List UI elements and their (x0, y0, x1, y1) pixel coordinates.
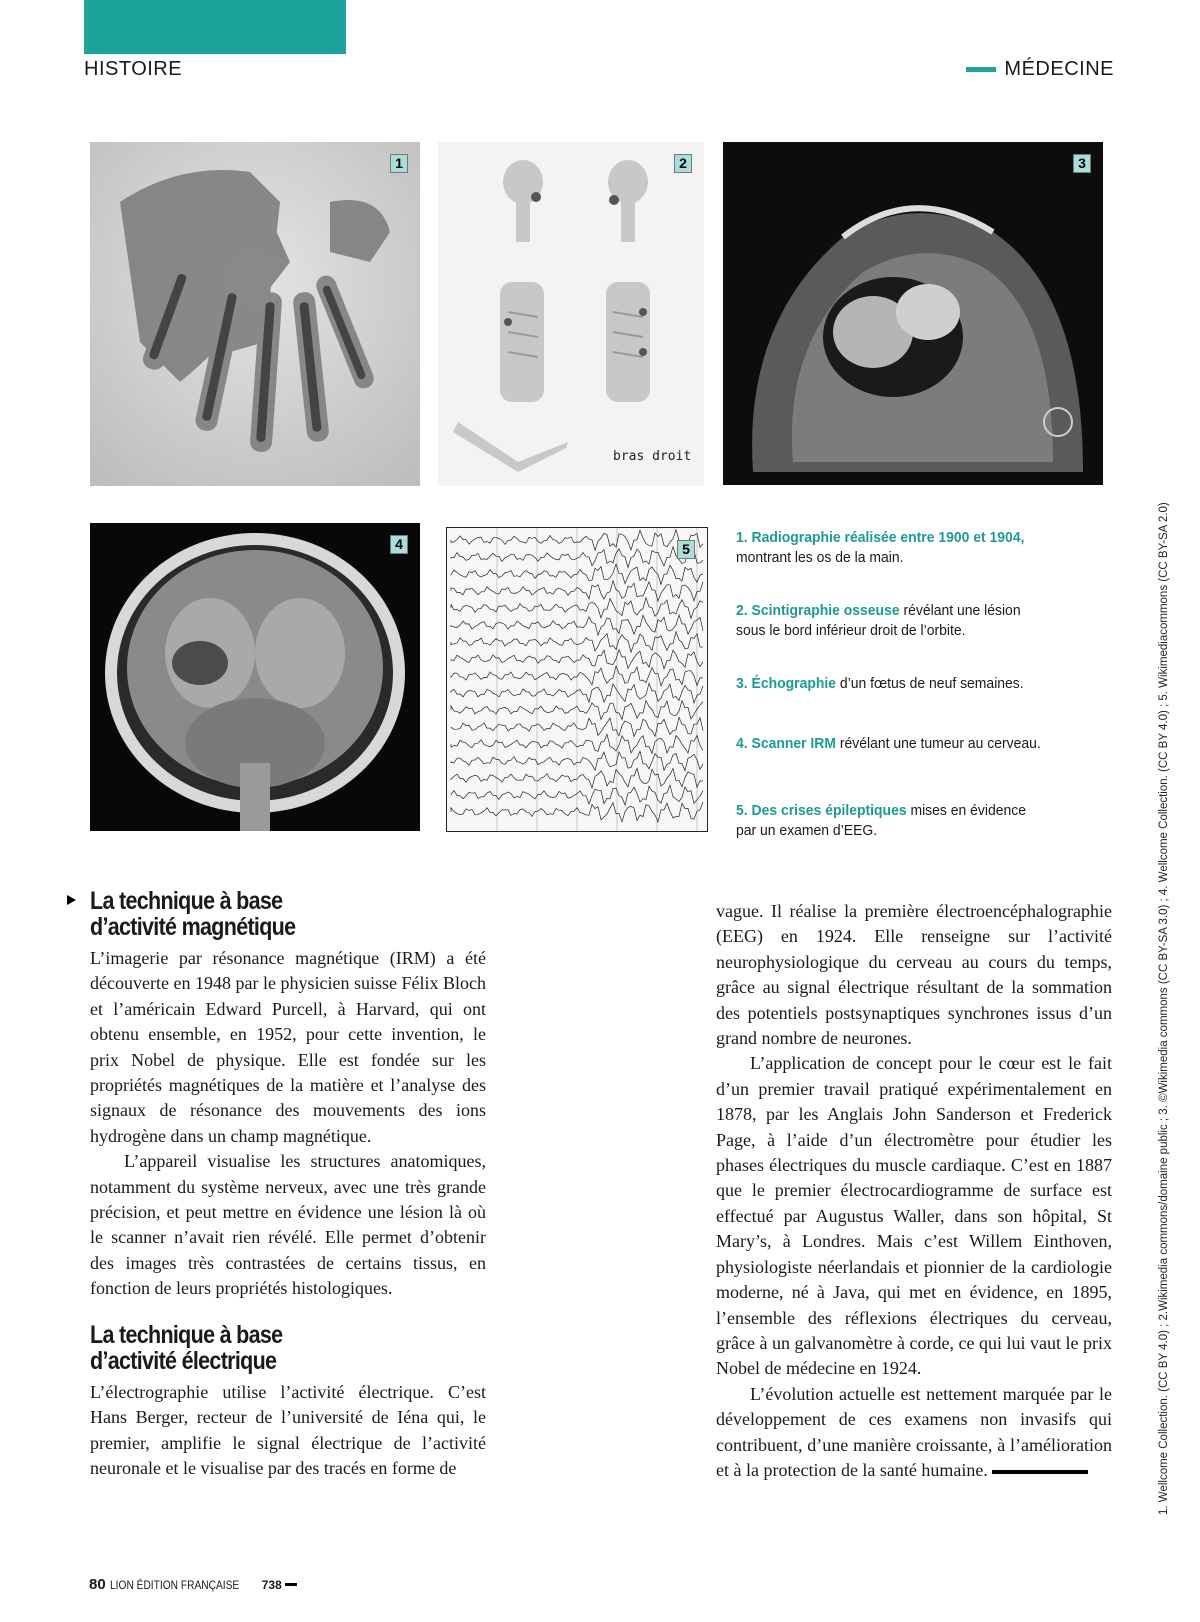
paragraph: L’application de concept pour le cœur est le fait d’un premier travail pratiqué expérimentalement en 1878, par les Anglais John Sanderson et Frederick Page, à l’aide d’un électromètre pour étudier les phases électriques du muscle cardiaque. C’est en 1887 que le premier électrocardiogramme de surface est effectué par Augustus Waller, dans son hôpital, St Mary’s, à Londres. Mais c’est Willem Einthoven, physiologiste néerlandais et pionnier de la cardiologie moderne, né à Java, qui met en évidence, en 1895, l’ensemble des réflexions électriques du cerveau, grâce à un galvanomètre à corde, ce qui lui vaut le prix Nobel de médecine en 1924. (716, 1053, 1112, 1379)
hand-xray-image (90, 142, 420, 486)
caption-1: 1. Radiographie réalisée entre 1900 et 1904, montrant les os de la main. (736, 529, 1025, 566)
caption-4: 4. Scanner IRM révélant une tumeur au cerveau. (736, 735, 1041, 752)
caption-3: 3. Échographie d’un fœtus de neuf semaines. (736, 675, 1024, 692)
page-number: 80 (89, 1576, 106, 1593)
caption-2: 2. Scintigraphie osseuse révélant une lésion sous le bord inférieur droit de l’orbite. (736, 602, 1021, 639)
image-number-badge: 3 (1073, 154, 1091, 173)
category-dash (966, 67, 996, 72)
paragraph: L’imagerie par résonance magnétique (IRM) a été découverte en 1948 par le physicien suisse Félix Bloch et l’américain Edward Purcell, à Harvard, qui ont obtenu ensemble, en 1952, pour cette invention, le prix Nobel de physique. Elle est fondée sur les propriétés magnétiques de la matière et l’analyse des signaux de résonance des mouvements des ions hydrogène dans un champ magnétique. (90, 948, 486, 1146)
image-number-badge: 1 (390, 154, 408, 173)
ultrasound-image (723, 142, 1103, 485)
heading-electric: La technique à base d’activité électrique (90, 1320, 283, 1375)
bone-scintigraphy-image (438, 142, 704, 486)
image-captions (736, 528, 1052, 841)
paragraph: L’électrographie utilise l’activité électrique. C’est Hans Berger, recteur de l’université de Iéna qui, le premier, amplifie le signal électrique de l’activité neuronale et le visualise par des tracés en forme de (90, 1381, 486, 1478)
image-number-badge: 5 (677, 540, 695, 559)
section-label: HISTOIRE (84, 58, 183, 80)
section-arrow-icon (67, 895, 76, 905)
issue-number: 738 (261, 1577, 282, 1592)
left-column (90, 888, 486, 1481)
heading-magnetic: La technique à base d’activité magnétique (90, 887, 296, 941)
image-number-badge: 2 (674, 154, 692, 173)
mri-brain-image (90, 523, 420, 831)
right-column (716, 899, 1112, 1483)
photo-credits: 1. Wellcome Collection. (CC BY 4.0) ; 2.Wikimedia commons/domaine public ; 3. ©Wikimedia commons (CC BY-SA 3.0) ; 4. Wellcome Collection. (CC BY 4.0) ; 5. Wikimediacommons (CC BY-SA 2.0) (1158, 502, 1170, 1515)
end-mark (992, 1470, 1088, 1474)
category-text: MÉDECINE (1004, 58, 1114, 80)
scintigraphy-label: bras droit (613, 449, 692, 464)
image-number-badge: 4 (390, 535, 408, 554)
paragraph: L’évolution actuelle est nettement marquée par le développement de ces examens non invasifs qui contribuent, d’une manière croissante, à l’amélioration et à la protection de la santé humaine. (716, 1383, 1112, 1480)
edition-name: LION ÉDITION FRANÇAISE (109, 1577, 239, 1592)
paragraph: vague. Il réalise la première électroencéphalographie (EEG) en 1924. Elle renseigne sur l’activité neurophysiologique du cerveau au cours du temps, grâce au signal électrique résultant de la sommation des potentiels postsynaptiques synchrones issus d’un grand nombre de neurones. (716, 901, 1112, 1049)
paragraph: L’appareil visualise les structures anatomiques, notamment du système nerveux, avec une très grande précision, et peut mettre en évidence une lésion là où le scanner n’avait rien révélé. Elle permet d’obtenir des images très contrastées de certains tissus, en fonction de leurs propriétés histologiques. (90, 1151, 486, 1299)
category-label (966, 58, 1114, 81)
caption-5: 5. Des crises épileptiques mises en évidence par un examen d’EEG. (736, 802, 1027, 839)
header-accent-bar (84, 0, 346, 54)
footer (89, 1576, 297, 1593)
footer-dash (285, 1583, 297, 1586)
eeg-trace-image (446, 527, 708, 832)
